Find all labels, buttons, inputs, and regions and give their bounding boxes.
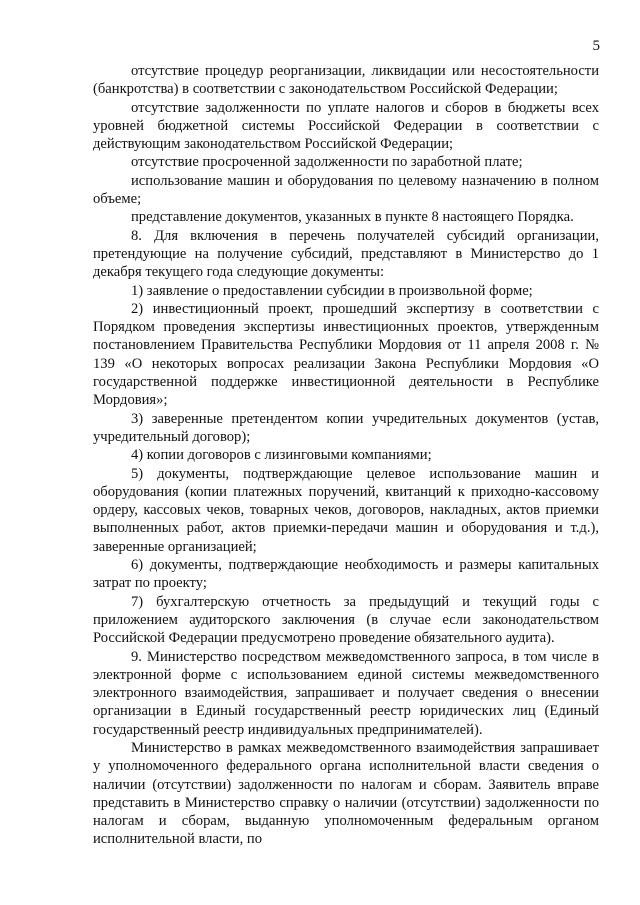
list-item-1: 1) заявление о предоставлении субсидии в произвольной форме; [131, 282, 533, 299]
list-item-7: 7) бухгалтерскую отчетность за предыдущий и текущий годы с приложением аудиторского заключения (в случае если законодательством Российской Федерации предусмотрено проведение обязательного аудита). [93, 593, 599, 647]
paragraph-documents-submission: представление документов, указанных в пункте 8 настоящего Порядка. [131, 209, 574, 226]
list-item-6: 6) документы, подтверждающие необходимость и размеры капитальных затрат по проекту; [93, 557, 599, 592]
paragraph-equipment-usage: использование машин и оборудования по целевому назначению в полном объеме; [93, 172, 599, 208]
list-item-2: 2) инвестиционный проект, прошедший экспертизу в соответствии с Порядком проведения экспертизы инвестиционных проектов, утвержденным постановлением Правительства Республики Мордовия от 11 апреля 2008 г. № 139 «О некоторых вопросах реализации Закона Республики Мордовия «О государственной поддержке инвестиционной деятельности в Республике Мордовия»; [93, 300, 599, 409]
paragraph-no-wage-arrears: отсутствие просроченной задолженности по заработной плате; [131, 154, 523, 171]
list-item-4: 4) копии договоров с лизинговыми компаниями; [131, 447, 432, 464]
paragraph-section-8: 8. Для включения в перечень получателей субсидий организации, претендующие на получение субсидий, представляют в Министерство до 1 декабря текущего года следующие документы: [93, 227, 599, 281]
paragraph-no-reorganization: отсутствие процедур реорганизации, ликвидации или несостоятельности (банкротства) в соответствии с законодательством Российской Федерации; [93, 63, 599, 98]
page-number: 5 [592, 38, 600, 54]
paragraph-section-9: 9. Министерство посредством межведомственного запроса, в том числе в электронной форме с использованием единой системы межведомственного электронного взаимодействия, запрашивает и получает сведения о внесении организации в Единый государственный реестр юридических лиц (Единый государственный реестр индивидуальных предпринимателей). [93, 648, 599, 738]
list-item-5: 5) документы, подтверждающие целевое использование машин и оборудования (копии платежных поручений, квитанций к приходно-кассовому ордеру, кассовых чеков, товарных чеков, договоров, накладных, актов приемки выполненных работ, актов приемки-передачи машин и оборудования и т.д.), заверенные организацией; [93, 465, 599, 555]
paragraph-interagency-request: Министерство в рамках межведомственного взаимодействия запрашивает у уполномоченного федерального органа исполнительной власти сведения о наличии (отсутствии) задолженности по налогам и сборам. Заявитель вправе представить в Министерство справку о наличии (отсутствии) задолженности по налогам и сборам, выданную уполномоченным федеральным органом исполнительной власти, по [93, 739, 599, 848]
document-body [93, 62, 599, 849]
list-item-3: 3) заверенные претендентом копии учредительных документов (устав, учредительный договор); [93, 410, 599, 445]
paragraph-no-tax-debt: отсутствие задолженности по уплате налогов и сборов в бюджеты всех уровней бюджетной системы Российской Федерации в соответствии с действующим законодательством Российской Федерации; [93, 99, 599, 153]
